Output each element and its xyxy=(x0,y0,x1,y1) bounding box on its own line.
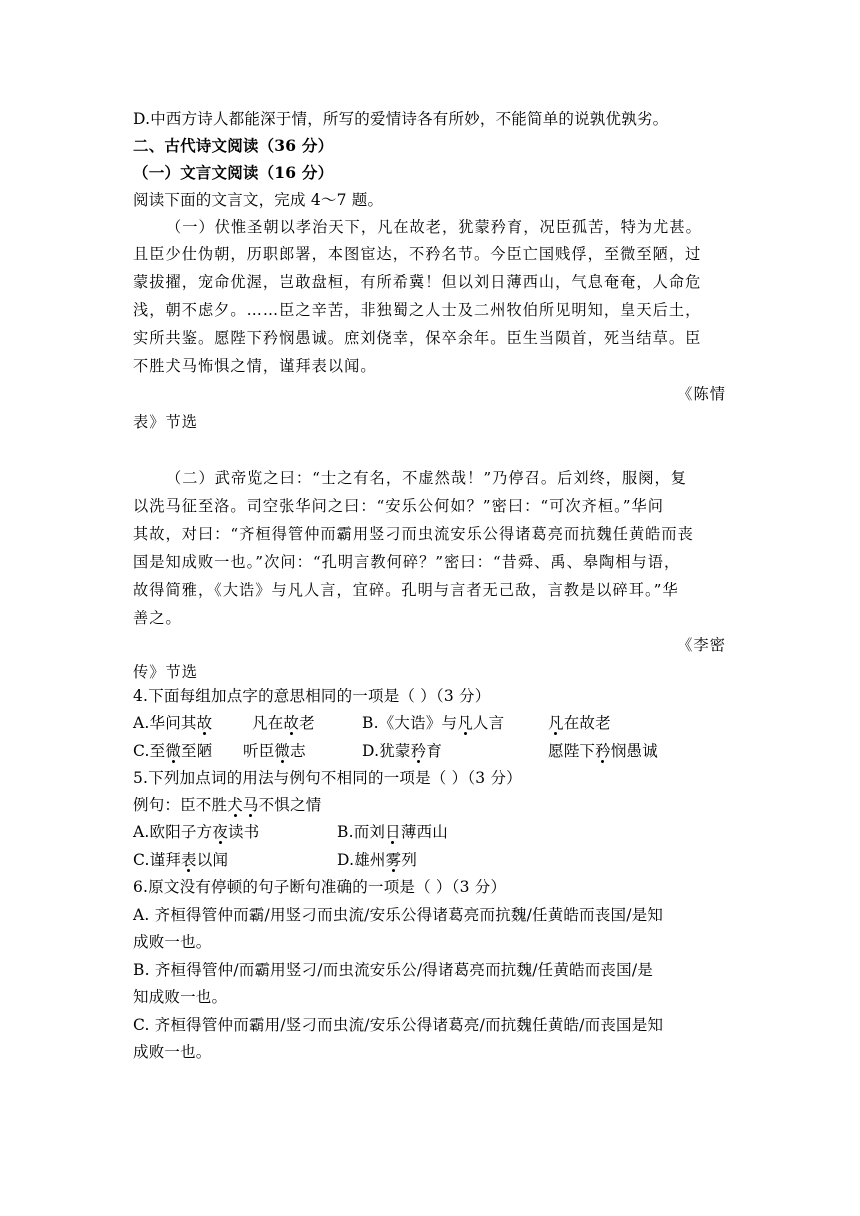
passage1-line: （一）伏惟圣朝以孝治天下，凡在故老，犹蒙矜育，况臣孤苦，特为尤甚。 xyxy=(166,218,702,236)
q5-option-c-d: C.谨拜表以闻 D.雄州雾列 xyxy=(133,851,418,869)
section-heading-ancient-poetry: 二、古代诗文阅读（36 分） xyxy=(133,136,334,155)
question-6: 6.原文没有停顿的句子断句准确的一项是（ ）（3 分） xyxy=(133,878,507,896)
option-d-text: D.中西方诗人都能深于情，所写的爱情诗各有所妙，不能简单的说孰优孰劣。 xyxy=(133,110,669,128)
q4-option-a: A.华问其故 凡在故老 B.《大诰》与凡人言 凡在故老 xyxy=(133,714,611,732)
q5-example: 例句：臣不胜犬马不惧之情 xyxy=(133,796,322,814)
passage2-line: 故得简雅，《大诰》与凡人言，宜碎。孔明与言者无己敌，言教是以碎耳。”华 xyxy=(133,581,679,599)
question-5: 5.下列加点词的用法与例句不相同的一项是（ ）（3 分） xyxy=(133,769,522,787)
passage1-line: 不胜犬马怖惧之情，谨拜表以闻。 xyxy=(133,357,377,375)
passage2-line: 国是知成败一也。”次问：“孔明言教何碎？”密曰：“昔舜、禹、皋陶相与语， xyxy=(133,553,681,571)
reading-instruction: 阅读下面的文言文，完成 4～7 题。 xyxy=(133,191,384,209)
question-4: 4.下面每组加点字的意思相同的一项是（ ）（3 分） xyxy=(133,687,491,705)
passage2-line: 其故，对曰：“齐桓得管仲而霸用竖刁而虫流安乐公得诸葛亮而抗魏任黄皓而丧 xyxy=(133,525,694,543)
subsection-heading-classical-chinese: （一）文言文阅读（16 分） xyxy=(133,163,334,182)
passage1-line: 蒙拔擢，宠命优渥，岂敢盘桓，有所希冀！但以刘日薄西山，气息奄奄，人命危 xyxy=(133,273,702,291)
passage1-source-cont: 表》节选 xyxy=(133,413,198,431)
passage2-source-cont: 传》节选 xyxy=(133,663,198,681)
q6-option-a: A. 齐桓得管仲而霸/用竖刁而虫流/安乐公得诸葛亮而抗魏/任黄皓而丧国/是知 xyxy=(133,906,664,924)
passage2-line: 以洗马征至洛。司空张华问之曰：“安乐公何如？”密曰：“可次齐桓。”华问 xyxy=(133,497,665,515)
q6-option-b: B. 齐桓得管仲/而霸用竖刁/而虫流安乐公/得诸葛亮而抗魏/任黄皓而丧国/是 xyxy=(133,961,653,979)
passage1-line: 实所共鉴。愿陛下矜悯愚诚。庶刘侥幸，保卒余年。臣生当陨首，死当结草。臣 xyxy=(133,329,702,347)
q4-option-c: C.至微至陋 听臣微志 D.犹蒙矜育 愿陛下矜悯愚诚 xyxy=(133,742,658,760)
passage1-line: 浅，朝不虑夕。……臣之辛苦，非独蜀之人士及二州牧伯所见明知，皇天后土， xyxy=(133,301,702,319)
passage1-source: 《陈情 xyxy=(677,385,726,403)
q6-option-b-cont: 知成败一也。 xyxy=(133,988,228,1006)
q6-option-c-cont: 成败一也。 xyxy=(133,1043,212,1061)
q6-option-c: C. 齐桓得管仲而霸用/竖刁而虫流/安乐公得诸葛亮/而抗魏任黄皓/而丧国是知 xyxy=(133,1016,664,1034)
passage2-line: （二）武帝览之曰：“士之有名，不虚然哉！”乃停召。后刘终，服阕，复 xyxy=(166,469,687,487)
passage2-line: 善之。 xyxy=(133,609,182,627)
q6-option-a-cont: 成败一也。 xyxy=(133,933,212,951)
passage1-line: 且臣少仕伪朝，历职郎署，本图宦达，不矜名节。今臣亡国贱俘，至微至陋，过 xyxy=(133,245,702,263)
passage2-source: 《李密 xyxy=(677,636,726,654)
q5-option-a-b: A.欧阳子方夜读书 B.而刘日薄西山 xyxy=(133,823,448,841)
